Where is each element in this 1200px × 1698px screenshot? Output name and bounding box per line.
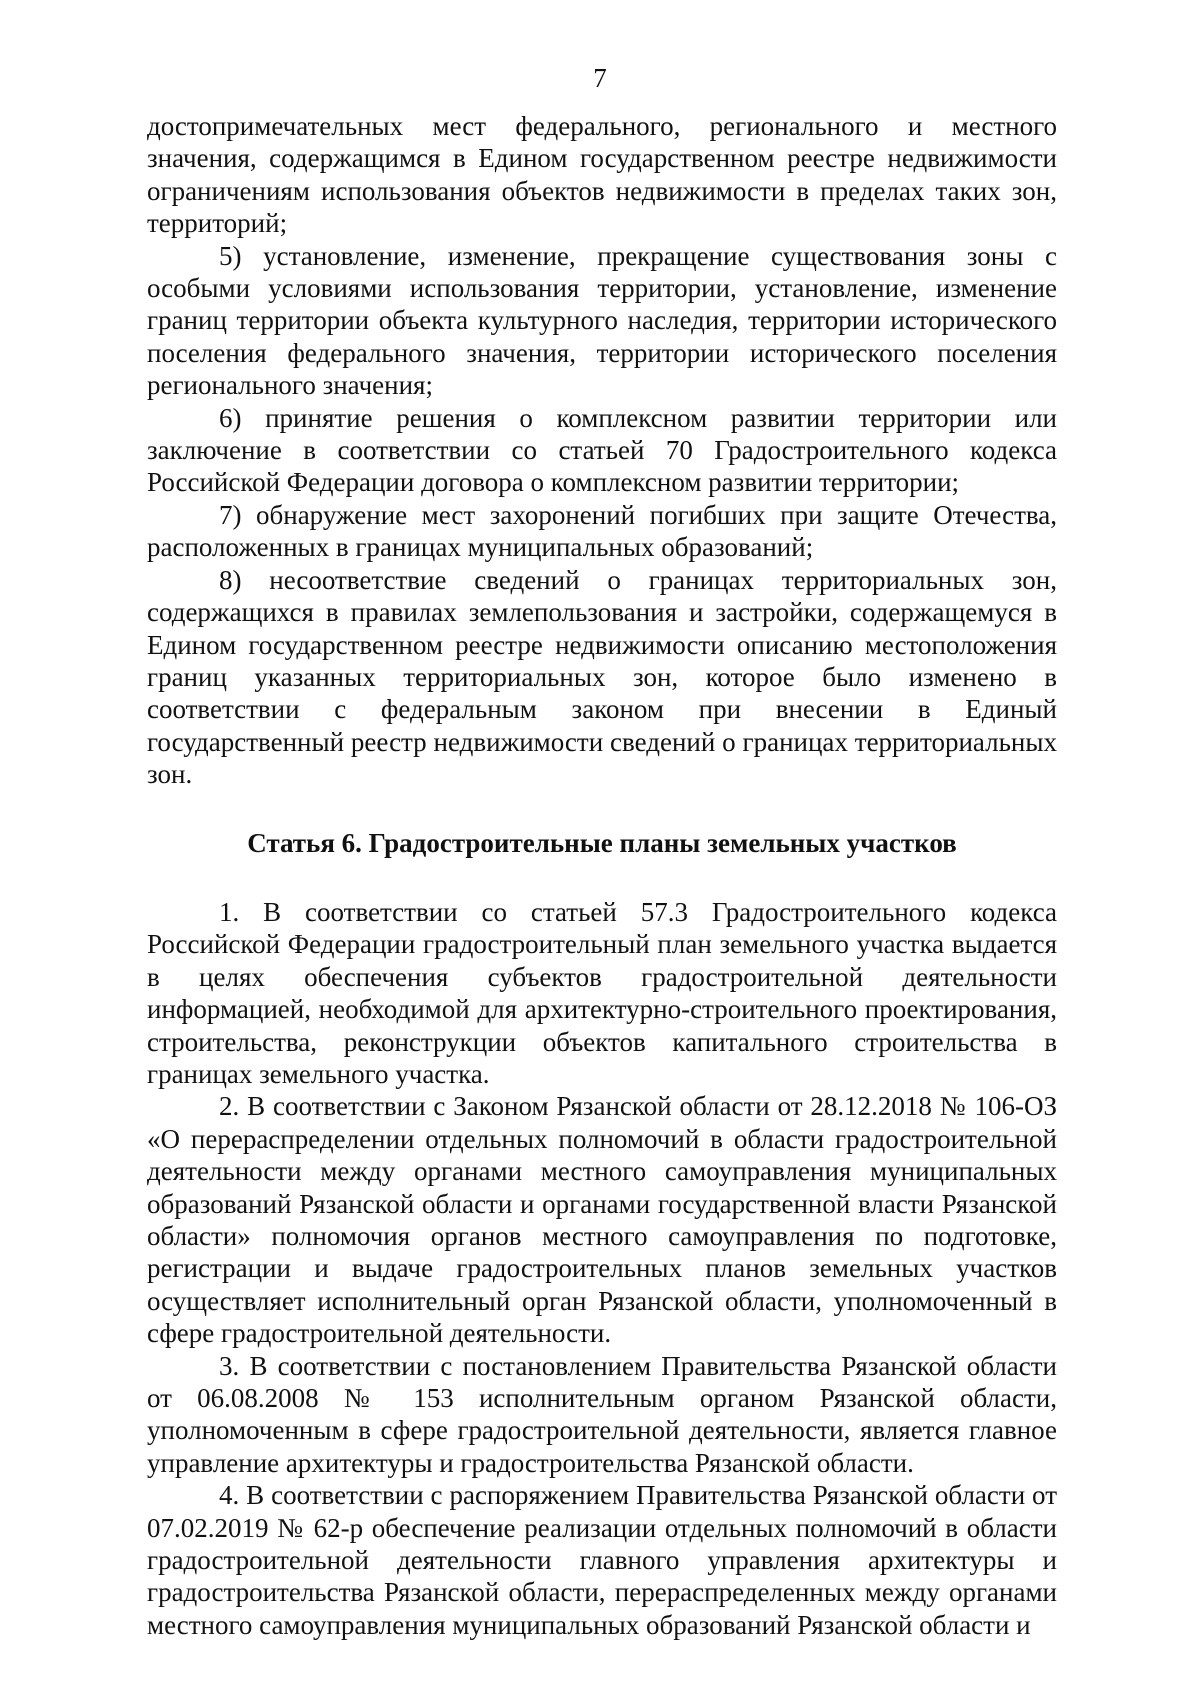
list-item-5: 5) установление, изменение, прекращение существования зоны с особыми условиями использования территории, установление, изменение границ территории объекта культурного наследия, территории исторического поселения федерального значения, территории исторического поселения регионального значения; bbox=[147, 240, 1057, 401]
article-6-paragraph-4: 4. В соответствии с распоряжением Правительства Рязанской области от 07.02.2019 № 62-р обеспечение реализации отдельных полномочий в области градостроительной деятельности главного управления архитектуры и градостроительства Рязанской области, перераспределенных между органами местного самоуправления муниципальных образований Рязанской области и bbox=[147, 1480, 1057, 1640]
list-item-7: 7) обнаружение мест захоронений погибших при защите Отечества, расположенных в границах муниципальных образований; bbox=[147, 499, 1057, 563]
article-6-paragraph-3: 3. В соответствии с постановлением Правительства Рязанской области от 06.08.2008 № 153 исполнительным органом Рязанской области, уполномоченным в сфере градостроительной деятельности, является главное управление архитектуры и градостроительства Рязанской области. bbox=[147, 1350, 1057, 1478]
page-number: 7 bbox=[593, 63, 607, 93]
list-item-6: 6) принятие решения о комплексном развитии территории или заключение в соответствии со статьей 70 Градостроительного кодекса Российской Федерации договора о комплексном развитии территории; bbox=[147, 402, 1057, 498]
continuation-paragraph: достопримечательных мест федерального, регионального и местного значения, содержащимся в Едином государственном реестре недвижимости ограничениям использования объектов недвижимости в пределах таких зон, территорий; bbox=[147, 111, 1057, 239]
article-6-paragraph-1: 1. В соответствии со статьей 57.3 Градостроительного кодекса Российской Федерации градостроительный план земельного участка выдается в целях обеспечения субъектов градостроительной деятельности информацией, необходимой для архитектурно-строительного проектирования, строительства, реконструкции объектов капитального строительства в границах земельного участка. bbox=[147, 896, 1057, 1089]
document-body bbox=[147, 110, 1057, 1641]
list-item-8: 8) несоответствие сведений о границах территориальных зон, содержащихся в правилах землепользования и застройки, содержащемуся в Едином государственном реестре недвижимости описанию местоположения границ указанных территориальных зон, которое было изменено в соответствии с федеральным законом при внесении в Единый государственный реестр недвижимости сведений о границах территориальных зон. bbox=[147, 564, 1057, 790]
article-6-paragraph-2: 2. В соответствии с Законом Рязанской области от 28.12.2018 № 106-ОЗ «О перераспределении отдельных полномочий в области градостроительной деятельности между органами местного самоуправления муниципальных образований Рязанской области и органами государственной власти Рязанской области» полномочия органов местного самоуправления по подготовке, регистрации и выдаче градостроительных планов земельных участков осуществляет исполнительный орган Рязанской области, уполномоченный в сфере градостроительной деятельности. bbox=[147, 1091, 1057, 1349]
article-6-heading: Статья 6. Градостроительные планы земельных участков bbox=[247, 827, 957, 858]
